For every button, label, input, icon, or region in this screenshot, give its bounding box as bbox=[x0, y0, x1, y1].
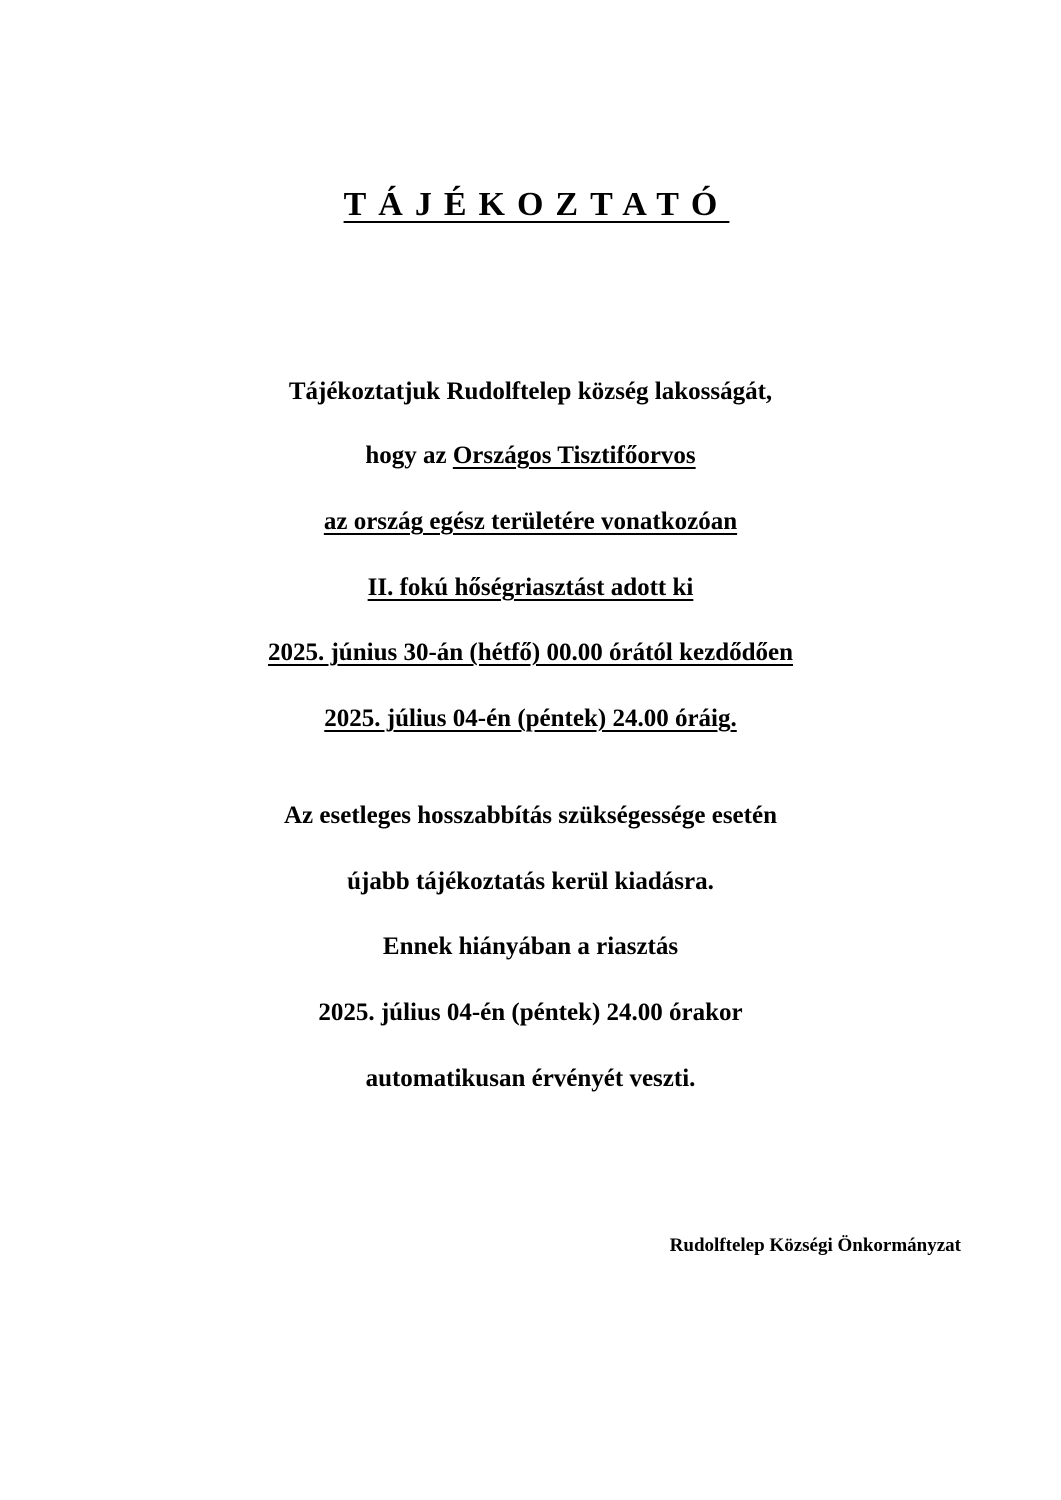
alert-end-text: 2025. július 04-én (péntek) 24.00 óráig. bbox=[324, 705, 737, 732]
signature: Rudolftelep Községi Önkormányzat bbox=[669, 1235, 961, 1256]
extension-line-4: 2025. július 04-én (péntek) 24.00 órakor bbox=[318, 999, 743, 1026]
notice-line-3 bbox=[0, 506, 1061, 538]
alert-start-text: 2025. június 30-án (hétfő) 00.00 órától kezdődően bbox=[267, 639, 793, 666]
notice-line-3-text: az ország egész területére vonatkozóan bbox=[323, 508, 738, 535]
notice-line-2-prefix: hogy az bbox=[365, 442, 453, 469]
notice-line-5 bbox=[0, 637, 1061, 669]
extension-line-5: automatikusan érvényét veszti. bbox=[365, 1065, 696, 1092]
chief-medical-officer-text: Országos Tisztifőorvos bbox=[452, 442, 696, 469]
document-title-text: TÁJÉKOZTATÓ bbox=[343, 186, 730, 223]
notice-line-4 bbox=[0, 572, 1061, 604]
extension-line-2: újabb tájékoztatás kerül kiadásra. bbox=[347, 868, 714, 895]
extension-line-3: Ennek hiányában a riasztás bbox=[382, 933, 679, 960]
heat-alert-level-text: II. fokú hőségriasztást adott ki bbox=[367, 574, 694, 601]
notice-line-6 bbox=[0, 703, 1061, 735]
notice-line-2 bbox=[0, 440, 1061, 472]
notice-line-1: Tájékoztatjuk Rudolftelep község lakosságát, bbox=[288, 378, 773, 405]
extension-line-1: Az esetleges hosszabbítás szükségessége esetén bbox=[284, 802, 777, 829]
document-title bbox=[0, 183, 1061, 227]
